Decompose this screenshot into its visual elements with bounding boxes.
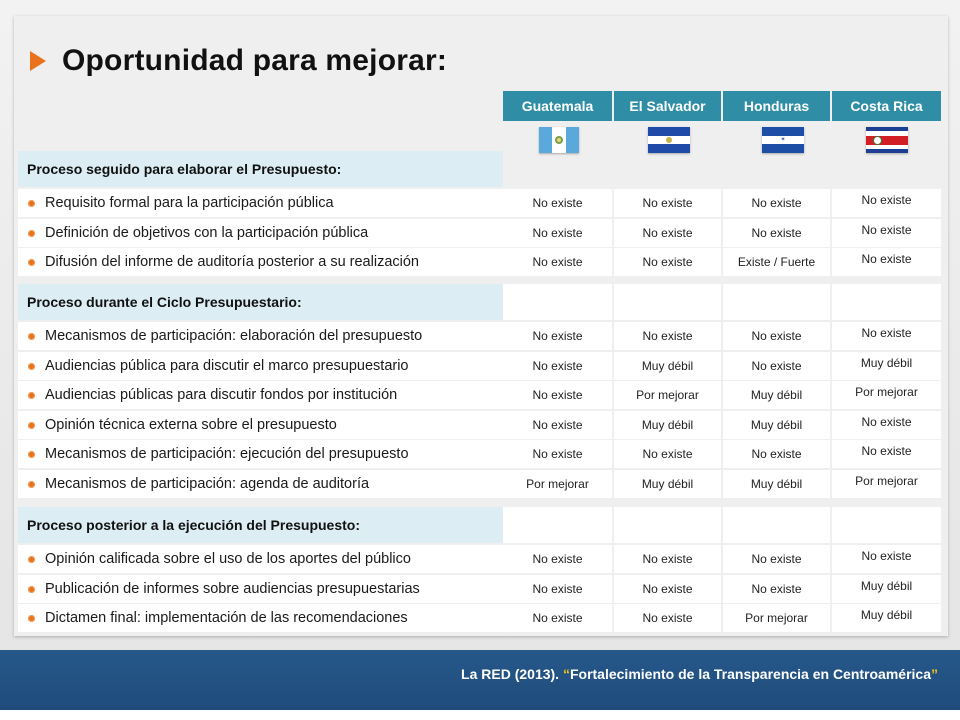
rating-cell-el-salvador: No existe <box>614 322 721 350</box>
rating-cell-honduras: No existe <box>723 219 830 247</box>
bullet-dot-icon <box>28 481 35 488</box>
rating-cell-el-salvador: No existe <box>614 575 721 603</box>
rating-cell-honduras: Muy débil <box>723 470 830 498</box>
bullet-dot-icon <box>28 615 35 622</box>
section-heading-blank-cell <box>614 507 721 543</box>
rating-cell-costa-rica: Muy débil <box>832 575 941 603</box>
close-quote: ” <box>931 666 938 682</box>
section-heading-blank-cell <box>832 284 941 320</box>
rating-cell-el-salvador: No existe <box>614 440 721 468</box>
bullet-dot-icon <box>28 230 35 237</box>
section-heading-blank-cell <box>832 507 941 543</box>
section-heading-blank-cell <box>723 284 830 320</box>
rating-cell-honduras: No existe <box>723 575 830 603</box>
rating-cell-costa-rica: Por mejorar <box>832 381 941 409</box>
criterion-text: Dictamen final: implementación de las recomendaciones <box>45 610 408 626</box>
bullet-dot-icon <box>28 422 35 429</box>
open-quote: “ <box>562 666 570 682</box>
criterion-text: Mecanismos de participación: ejecución del presupuesto <box>45 446 409 462</box>
bullet-dot-icon <box>28 556 35 563</box>
rating-cell-el-salvador: Muy débil <box>614 352 721 380</box>
rating-cell-guatemala: No existe <box>503 381 612 409</box>
rating-cell-guatemala: No existe <box>503 248 612 276</box>
criterion-row-label <box>18 440 503 468</box>
criterion-row-label <box>18 381 503 409</box>
rating-cell-costa-rica: Por mejorar <box>832 470 941 498</box>
criterion-text: Mecanismos de participación: agenda de auditoría <box>45 476 370 492</box>
criterion-text: Opinión técnica externa sobre el presupuesto <box>45 417 337 433</box>
rating-cell-costa-rica: No existe <box>832 545 941 573</box>
rating-cell-guatemala: No existe <box>503 189 612 217</box>
criterion-text: Opinión calificada sobre el uso de los aportes del público <box>45 551 411 567</box>
criterion-text: Publicación de informes sobre audiencias presupuestarias <box>45 581 420 597</box>
criterion-row-label <box>18 322 503 350</box>
play-arrow-icon <box>30 51 46 71</box>
criterion-row-label <box>18 545 503 573</box>
criterion-text: Mecanismos de participación: elaboración del presupuesto <box>45 328 423 344</box>
rating-cell-honduras: No existe <box>723 352 830 380</box>
rating-cell-el-salvador: No existe <box>614 219 721 247</box>
rating-cell-honduras: Por mejorar <box>723 604 830 632</box>
criterion-text: Audiencias públicas para discutir fondos por institución <box>45 387 398 403</box>
bullet-dot-icon <box>28 451 35 458</box>
guatemala-flag-icon <box>539 127 579 153</box>
criterion-text: Requisito formal para la participación pública <box>45 195 334 211</box>
footer-citation <box>461 666 938 682</box>
rating-cell-el-salvador: No existe <box>614 545 721 573</box>
rating-cell-guatemala: No existe <box>503 604 612 632</box>
criterion-text: Definición de objetivos con la participación pública <box>45 225 369 241</box>
rating-cell-el-salvador: No existe <box>614 248 721 276</box>
criterion-text: Audiencias pública para discutir el marco presupuestario <box>45 358 409 374</box>
rating-cell-honduras: Existe / Fuerte <box>723 248 830 276</box>
page-title: Oportunidad para mejorar: <box>62 44 448 77</box>
bullet-dot-icon <box>28 333 35 340</box>
honduras-flag-icon: ✶ <box>762 127 804 153</box>
bullet-dot-icon <box>28 392 35 399</box>
criterion-row-label <box>18 470 503 498</box>
criterion-text: Difusión del informe de auditoría posterior a su realización <box>45 254 419 270</box>
bullet-dot-icon <box>28 586 35 593</box>
section-heading-blank-cell <box>723 507 830 543</box>
rating-cell-honduras: No existe <box>723 189 830 217</box>
costa-rica-flag-icon <box>866 127 908 153</box>
rating-cell-el-salvador: Por mejorar <box>614 381 721 409</box>
criterion-row-label <box>18 189 503 217</box>
bullet-dot-icon <box>28 200 35 207</box>
section-heading-blank-cell <box>503 507 612 543</box>
rating-cell-honduras: No existe <box>723 440 830 468</box>
rating-cell-costa-rica: No existe <box>832 440 941 468</box>
rating-cell-guatemala: No existe <box>503 219 612 247</box>
column-header-guatemala: Guatemala <box>503 91 612 121</box>
rating-cell-costa-rica: No existe <box>832 322 941 350</box>
rating-cell-costa-rica: No existe <box>832 248 941 276</box>
bullet-dot-icon <box>28 259 35 266</box>
rating-cell-costa-rica: Muy débil <box>832 352 941 380</box>
citation-title: Fortalecimiento de la Transparencia en Centroamérica <box>569 666 931 682</box>
criterion-row-label <box>18 248 503 276</box>
section-heading-blank-cell <box>503 284 612 320</box>
criterion-row-label <box>18 411 503 439</box>
rating-cell-guatemala: No existe <box>503 322 612 350</box>
column-header-el-salvador: El Salvador <box>614 91 721 121</box>
rating-cell-costa-rica: No existe <box>832 219 941 247</box>
title-row <box>30 38 447 84</box>
rating-cell-el-salvador: Muy débil <box>614 470 721 498</box>
rating-cell-el-salvador: No existe <box>614 189 721 217</box>
rating-cell-guatemala: No existe <box>503 545 612 573</box>
el-salvador-flag-icon <box>648 127 690 153</box>
rating-cell-honduras: No existe <box>723 545 830 573</box>
rating-cell-guatemala: No existe <box>503 411 612 439</box>
rating-cell-el-salvador: Muy débil <box>614 411 721 439</box>
rating-cell-honduras: Muy débil <box>723 381 830 409</box>
rating-cell-guatemala: No existe <box>503 440 612 468</box>
criterion-row-label <box>18 575 503 603</box>
section-heading: Proceso seguido para elaborar el Presupuesto: <box>18 151 503 187</box>
column-header-costa-rica: Costa Rica <box>832 91 941 121</box>
rating-cell-honduras: Muy débil <box>723 411 830 439</box>
rating-cell-honduras: No existe <box>723 322 830 350</box>
rating-cell-el-salvador: No existe <box>614 604 721 632</box>
footer-bottom-margin <box>0 710 960 720</box>
section-heading: Proceso posterior a la ejecución del Presupuesto: <box>18 507 503 543</box>
section-heading-blank-cell <box>614 284 721 320</box>
column-header-honduras: Honduras <box>723 91 830 121</box>
rating-cell-guatemala: No existe <box>503 575 612 603</box>
footer-bar <box>0 650 960 710</box>
rating-cell-guatemala: Por mejorar <box>503 470 612 498</box>
citation-source: La RED (2013). <box>461 666 560 682</box>
bullet-dot-icon <box>28 363 35 370</box>
criterion-row-label <box>18 352 503 380</box>
criterion-row-label <box>18 604 503 632</box>
rating-cell-costa-rica: No existe <box>832 189 941 217</box>
section-heading: Proceso durante el Ciclo Presupuestario: <box>18 284 503 320</box>
criterion-row-label <box>18 219 503 247</box>
rating-cell-costa-rica: Muy débil <box>832 604 941 632</box>
rating-cell-costa-rica: No existe <box>832 411 941 439</box>
rating-cell-guatemala: No existe <box>503 352 612 380</box>
